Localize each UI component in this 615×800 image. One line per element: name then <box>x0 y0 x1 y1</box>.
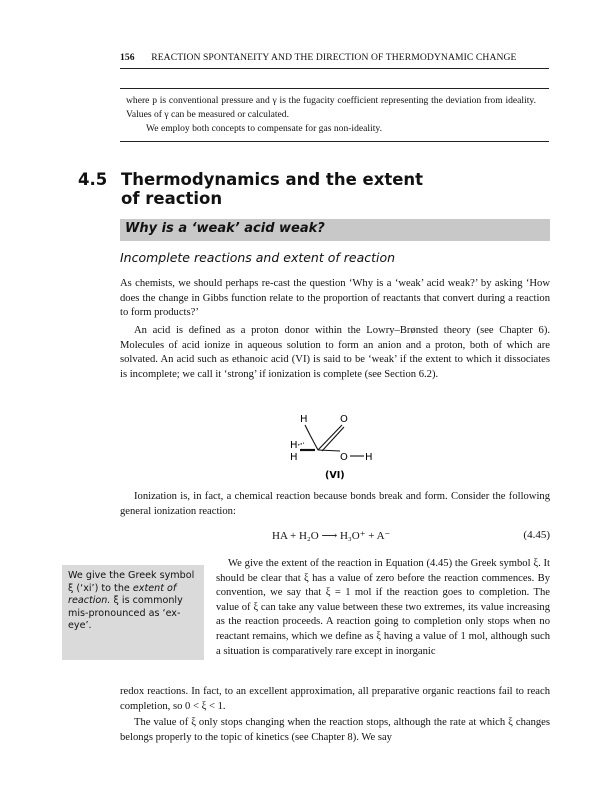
paragraph-4: We give the extent of the reaction in Equation (4.45) the Greek symbol ξ. It should be clear that ξ has a value of zero before the reaction commences. By convention, we say that ξ = 1 mol if the reaction goes to completion. The value of ξ can take any value between these two extremes, its value increasing as the reaction proceeds. A reaction going to completion only stops when no reactant remains, which we define as ξ having a value of 1 mol, although such a situation is comparatively rare except in inorganic <box>216 558 550 657</box>
atom-o-right: O <box>340 452 348 463</box>
section-number: 4.5 <box>78 170 108 189</box>
margin-note-line2: extent of reaction. <box>68 582 177 607</box>
paragraph-6: The value of ξ only stops changing when the reaction stops, although the rate at which ξ changes belongs properly to the topic of kinetics (see Chapter 8). We say <box>120 717 550 743</box>
running-title: REACTION SPONTANEITY AND THE DIRECTION OF THERMODYNAMIC CHANGE <box>151 52 517 63</box>
page-number: 156 <box>120 52 135 63</box>
margin-note <box>62 565 204 660</box>
atom-h-right: H <box>365 452 373 463</box>
box-top-rule <box>120 88 549 89</box>
box-line-1: where p is conventional pressure and γ is the fugacity coefficient representing the deviation from ideality. Values of γ can be measured or calculated. <box>126 95 536 120</box>
margin-note-line3: ξ is commonly mis-pronounced as ‘ex-eye’. <box>68 595 183 632</box>
section-title-line2: of reaction <box>121 189 223 208</box>
structure-label: (VI) <box>325 470 345 481</box>
subheading: Incomplete reactions and extent of reaction <box>120 250 396 265</box>
question-bar <box>120 219 550 241</box>
ethanoic-acid-structure <box>270 405 380 495</box>
margin-note-line1: We give the Greek symbol ξ (‘xi’) to the <box>68 570 195 594</box>
question-text: Why is a ‘weak’ acid weak? <box>125 221 325 236</box>
atom-h-top: H <box>300 414 308 425</box>
atom-h-left: H <box>290 440 298 451</box>
equation-4-45 <box>120 529 550 545</box>
paragraph-3: Ionization is, in fact, a chemical reaction because bonds break and form. Consider the following general ionization reaction: <box>120 491 550 517</box>
running-header <box>120 52 516 63</box>
box-bottom-rule <box>120 141 549 142</box>
atom-o-top: O <box>340 414 348 425</box>
equation-expression: HA + H₂O ⟶ H₃O⁺ + A⁻ <box>272 530 391 542</box>
structure-bonds <box>298 425 364 456</box>
section-title-line1: Thermodynamics and the extent <box>121 170 424 189</box>
header-rule <box>120 68 549 69</box>
paragraph-1: As chemists, we should perhaps re-cast the question ‘Why is a ‘weak’ acid weak?’ by asking ‘How does the change in Gibbs function relate to the proportion of reactants that convert during a reaction to form products?’ <box>120 278 550 318</box>
box-line-2: We employ both concepts to compensate for gas non-ideality. <box>146 123 382 134</box>
paragraph-5: redox reactions. In fact, to an excellent approximation, all preparative organic reactions fail to reach completion, so 0 < ξ < 1. <box>120 686 550 712</box>
section-title <box>78 170 423 208</box>
fugacity-box <box>126 94 536 136</box>
equation-number: (4.45) <box>523 529 550 541</box>
paragraph-2: An acid is defined as a proton donor within the Lowry–Brønsted theory (see Chapter 6). Molecules of acid ionize in aqueous solution to form an anion and a proton, both of which are solvated. An acid such as ethanoic acid (VI) is said to be ‘weak’ if the extent to which it dissociates is incomplete; we call it ‘strong’ if ionization is complete (see Section 6.2). <box>120 325 550 380</box>
atom-h-bottom: H <box>290 452 298 463</box>
